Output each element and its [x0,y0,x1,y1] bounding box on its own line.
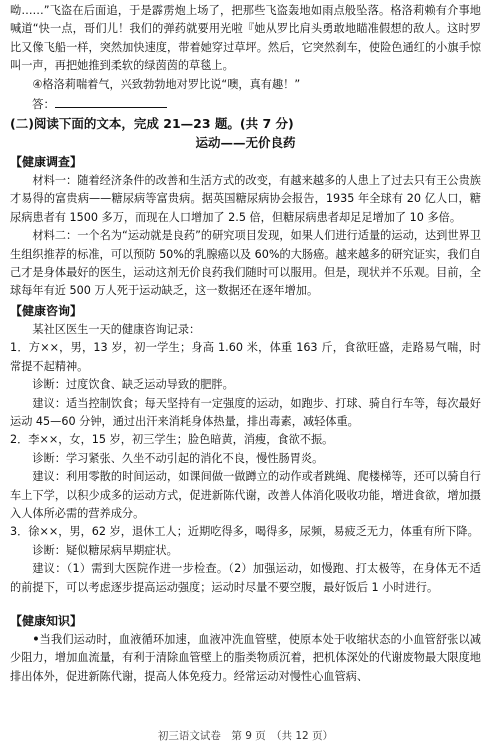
case-two-advice: 建议：利用零散的时间运动，如课间做一做蹲立的动作或者跳绳、爬楼梯等，还可以骑自行车上下学，以积少成多的运动方式，促进新陈代谢，改善人体消化吸收功能，增进食欲，增加摄入人体所必需的营养成分。 [10,470,481,520]
survey-heading: 【健康调查】 [10,155,83,170]
consult-intro: 某社区医生一天的健康咨询记录： [32,322,201,336]
answer-row [32,94,481,114]
bullet-icon: • [32,632,40,646]
question-item-4: ④格洛莉喘着气，兴致勃勃地对罗比说“噢，真有趣！” [32,77,301,91]
case-one: 1．方××，男，13 岁，初一学生；身高 1.60 米，体重 163 斤，食欲旺盛，走路易气喘，时常提不起精神。 [10,341,481,373]
knowledge-heading: 【健康知识】 [10,613,83,628]
material-one: 材料一：随着经济条件的改善和生活方式的改变，有越来越多的人患上了过去只有王公贵族才易得的富贵病——糖尿病等富贵病。据英国糖尿病协会报告，1935 年全球有 20 亿人口，糖尿病患者有 1500 多万，而现在人口增加了 2.5 倍，但糖尿病患者却足足增加了 10 多倍。 [10,174,481,224]
consult-heading: 【健康咨询】 [10,303,83,318]
section-title: (二)阅读下面的文本，完成 21—23 题。(共 7 分) [10,116,294,132]
material-two: 材料二：一个名为“运动就是良药”的研究项目发现，如果人们进行适量的运动，达到世界卫生组织推荐的标准，可以预防 50%的乳腺癌以及 60%的大肠癌。越来越多的研究证实，我们自己才是身体最好的医生，运动这剂无价良药我们随时可以服用。但是，现状并不乐观。目前，全球每年有近 500 万人死于运动缺乏，这一数据还在逐年增加。 [10,229,481,298]
knowledge-text: 当我们运动时，血液循环加速，血液冲洗血管壁，使原本处于收缩状态的小血管舒张以减少阻力，增加血流量，有利于清除血管壁上的脂类物质沉着，把机体深处的代谢废物最大限度地排出体外，促进新陈代谢，提高人体免疫力。经常运动对慢性心血管病、 [10,632,481,683]
case-three-advice: 建议：（1）需到大医院作进一步检查。（2）加强运动，如慢跑、打太极等，在身体无不适的前提下，可以考虑逐步提高运动强度；运动时尽量不要空腹，最好饭后 1 小时进行。 [10,562,481,594]
case-two: 2．李××，女，15 岁，初三学生；脸色暗黄，消瘦，食欲不振。 [10,433,334,447]
answer-label: 答： [32,97,55,112]
case-three: 3．徐××，男，62 岁，退休工人；近期吃得多，喝得多，尿频，易疲乏无力，体重有所下降。 [10,525,479,539]
case-one-diagnosis: 诊断：过度饮食、缺乏运动导致的肥胖。 [32,378,234,392]
story-paragraph: 呦……”飞盗在后面追，于是霹雳炮上场了，把那些飞盗轰地如雨点般坠落。格洛莉赖有介事地喊道“快一点，哥们儿！我们的弹药就要用光啦『她从罗比肩头勇敢地瞄准假想的敌人。这时罗比又像飞船一样，突然加快速度，带着她穿过草坪。然后，它突然刹车，使险色通红的小旗手惊叫一声，再把她推到柔软的绿茵茵的草毯上。 [10,4,481,73]
knowledge-paragraph [10,631,481,686]
case-one-advice: 建议：适当控制饮食；每天坚持有一定强度的运动，如跑步、打球、骑自行车等，每次最好运动 45—60 分钟，通过出汗来消耗身体热量，排出毒素，减轻体重。 [10,396,481,428]
case-three-diagnosis: 诊断：疑似糖尿病早期症状。 [32,543,178,557]
spacer [10,597,481,611]
page-footer: 初三语文试卷 第 9 页 （共 12 页） [157,730,334,742]
answer-blank-line[interactable] [55,95,167,108]
case-two-diagnosis: 诊断：学习紧张、久坐不动引起的消化不良，慢性肠胃炎。 [32,451,324,465]
article-title: 运动——无价良药 [195,135,296,151]
